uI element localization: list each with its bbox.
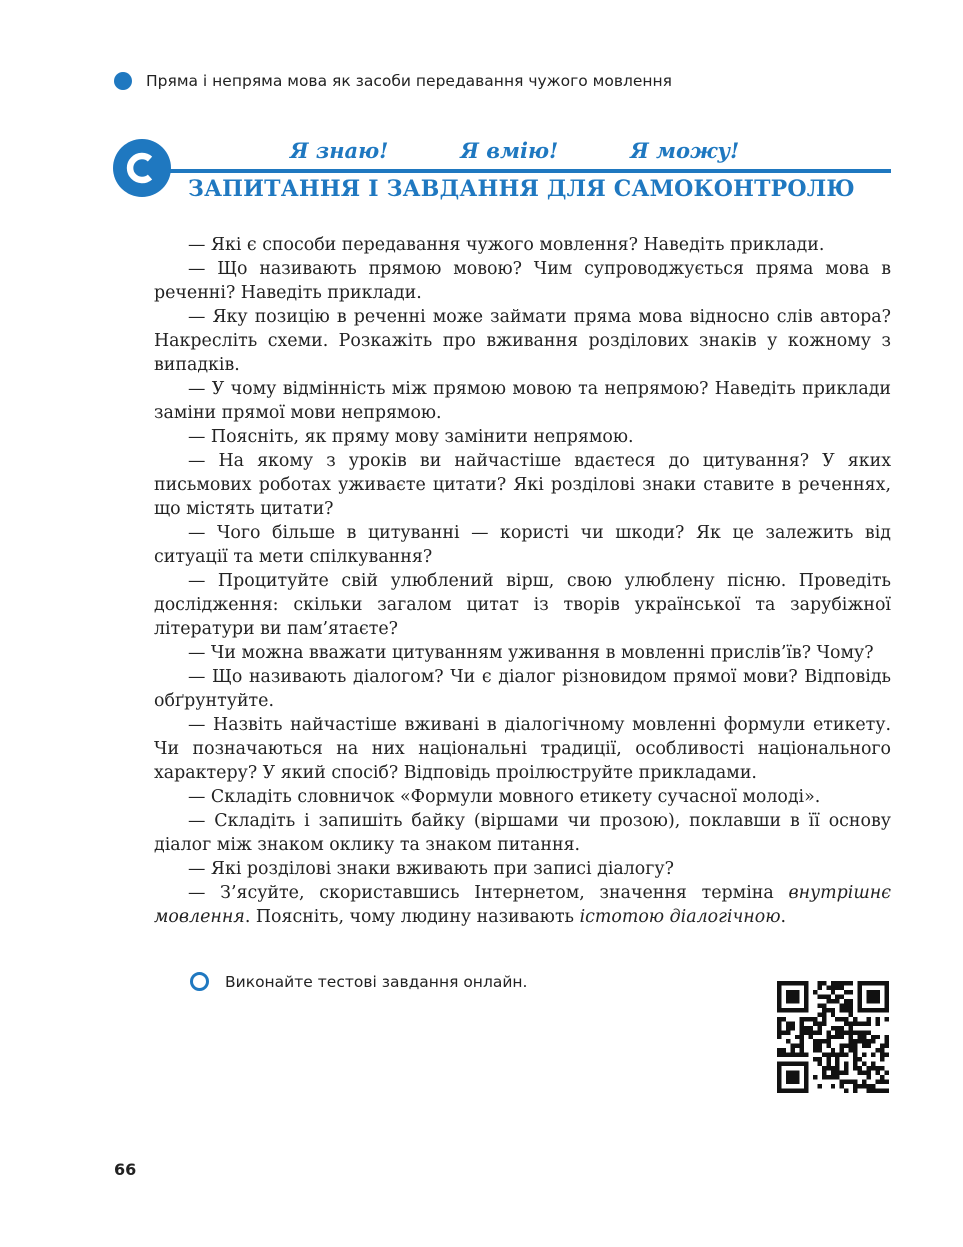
qr-code-icon[interactable] (777, 981, 889, 1093)
question-item: — Поясніть, як пряму мову замінити непрямою. (188, 427, 634, 447)
question-item: — Чого більше в цитуванні — користі чи шкоди? Як це залежить від ситуації та мети спілкування? (154, 523, 891, 567)
motto-can: Я вмію! (460, 138, 559, 163)
term-inner-speech: внутрішнє мовлення (154, 883, 891, 927)
question-item: — У чому відмінність між прямою мовою та непрямою? Наведіть приклади заміни прямої мови непрямою. (154, 379, 891, 423)
motto-able: Я можу! (630, 138, 740, 163)
question-item: — На якому з уроків ви найчастіше вдаєтеся до цитування? У яких письмових роботах уживаєте цитати? Які розділові знаки ставите в реченнях, що містять цитати? (154, 451, 891, 519)
motto-know: Я знаю! (290, 138, 389, 163)
section-title: ЗАПИТАННЯ І ЗАВДАННЯ ДЛЯ САМОКОНТРОЛЮ (188, 176, 855, 202)
circle-bullet-icon (190, 972, 209, 991)
question-item: — Які розділові знаки вживають при записі діалогу? (188, 859, 674, 879)
term-dialogic-being: істотою діалогічною (579, 907, 781, 927)
question-item: — Які є способи передавання чужого мовлення? Наведіть приклади. (188, 235, 825, 255)
page-number: 66 (114, 1160, 137, 1179)
question-item: — Чи можна вважати цитуванням уживання в мовленні прислів’їв? Чому? (188, 643, 874, 663)
question-item: — Назвіть найчастіше вживані в діалогічному мовленні формули етикету. Чи позначаються на них національні традиції, особливості національного характеру? У який спосіб? Відповідь проілюструйте прикладами. (154, 715, 891, 783)
question-part: . (780, 907, 787, 927)
question-item: — Що називають прямою мовою? Чим супроводжується пряма мова в реченні? Наведіть приклади. (154, 259, 891, 303)
running-head (114, 72, 672, 90)
header-rule (168, 169, 891, 173)
questions-list (154, 233, 891, 929)
question-item: — Складіть словничок «Формули мовного етикету сучасної молоді». (188, 787, 821, 807)
bullet-dot-icon (114, 72, 132, 90)
self-control-c-icon (113, 139, 171, 197)
question-part: . Поясніть, чому людину називають (244, 907, 580, 927)
running-head-text: Пряма і непряма мова як засоби передавання чужого мовлення (146, 72, 673, 90)
question-item: — Процитуйте свій улюблений вірш, свою улюблену пісню. Проведіть дослідження: скільки загалом цитат із творів української та зарубіжної літератури ви пам’ятаєте? (154, 571, 891, 639)
motto (290, 138, 739, 163)
question-part: — З’ясуйте, скориставшись Інтернетом, значення терміна (188, 883, 789, 903)
question-item-last (154, 881, 891, 929)
online-task (190, 972, 528, 991)
online-task-text: Виконайте тестові завдання онлайн. (225, 972, 528, 991)
question-item: — Яку позицію в реченні може займати пряма мова відносно слів автора? Накресліть схеми. Розкажіть про вживання розділових знаків у кожному з випадків. (154, 307, 891, 375)
question-item: — Що називають діалогом? Чи є діалог різновидом прямої мови? Відповідь обґрунтуйте. (154, 667, 891, 711)
question-item: — Складіть і запишіть байку (віршами чи прозою), поклавши в її основу діалог між знаком оклику та знаком питання. (154, 811, 891, 855)
